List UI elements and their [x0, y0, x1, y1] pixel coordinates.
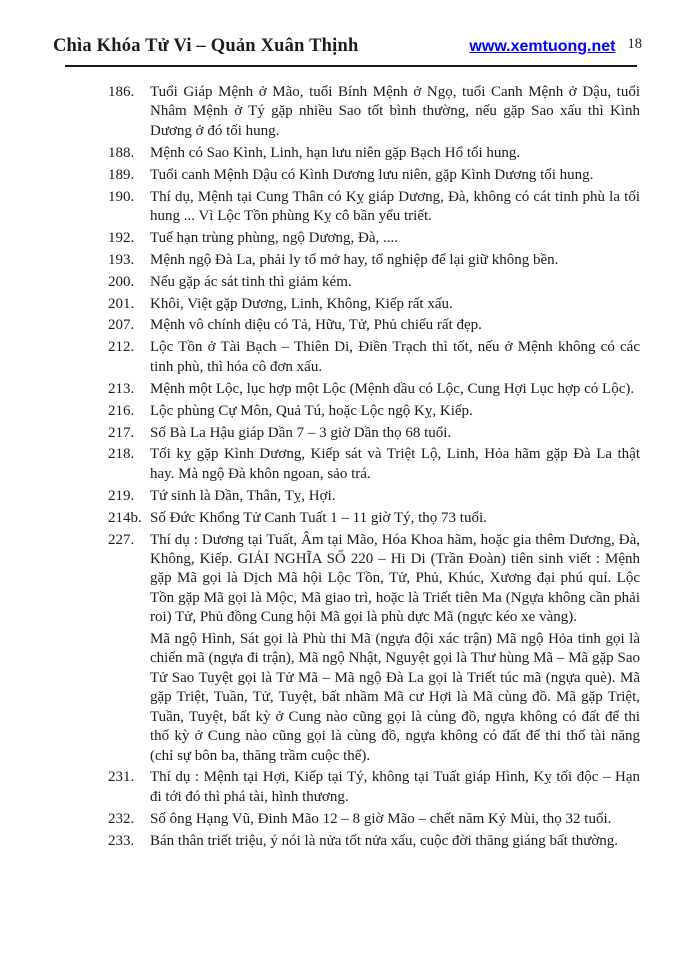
item-paragraph: Tuổi Giáp Mệnh ở Mão, tuổi Bính Mệnh ở Ngọ, tuổi Canh Mệnh ở Dậu, tuổi Nhâm Mệnh ở Tý gặp nhiều Sao tốt bình thường, nếu gặp Sao xấu thì Kình Dương ở đó tối hung. [150, 84, 640, 139]
page-number: 18 [627, 36, 642, 52]
item-paragraph: Tuổi canh Mệnh Dậu có Kình Dương lưu niên, gặp Kình Dương tối hung. [150, 166, 594, 183]
item-number: 213. [108, 380, 135, 397]
list-item [108, 424, 640, 443]
item-number: 186. [108, 84, 135, 100]
item-paragraph: Số Bà La Hậu giáp Dần 7 – 3 giờ Dần thọ 68 tuổi. [150, 424, 452, 441]
item-number: 193. [108, 251, 135, 268]
list-item [108, 380, 640, 399]
item-paragraph: Bán thân triết triệu, ý nói là nửa tốt nửa xấu, cuộc đời thăng giáng bất thường. [150, 832, 619, 849]
item-text [150, 445, 640, 484]
item-number: 217. [108, 424, 135, 441]
item-text [150, 83, 640, 141]
item-text [150, 810, 640, 829]
list-item [108, 338, 640, 377]
item-paragraph: Mệnh vô chính diệu có Tả, Hữu, Tử, Phủ chiếu rất đẹp. [150, 317, 482, 334]
item-paragraph: Số ông Hạng Vũ, Đinh Mão 12 – 8 giờ Mão – chết năm Kỷ Mùi, thọ 32 tuổi. [150, 810, 612, 827]
item-number: 214b. [108, 509, 142, 526]
item-number: 216. [108, 402, 135, 419]
item-paragraph: Thí dụ : Mệnh tại Hợi, Kiếp tại Tý, không tại Tuất giáp Hình, Kỵ tối độc – Hạn đi tới đó thì phá tài, hình thương. [150, 769, 640, 805]
list-item [108, 832, 640, 851]
item-number: 188. [108, 144, 135, 161]
item-paragraph: Tối kỵ gặp Kình Dương, Kiếp sát và Triệt Lộ, Linh, Hỏa hãm gặp Đà La thật hay. Mà ngộ Đà khôn ngoan, sảo trá. [150, 446, 640, 482]
list-item [108, 445, 640, 484]
item-number: 233. [108, 832, 135, 849]
item-number: 212. [108, 339, 135, 356]
list-item [108, 402, 640, 421]
item-text [150, 380, 640, 399]
list-item [108, 509, 640, 528]
item-number: 207. [108, 317, 135, 334]
item-paragraph: Nếu gặp ác sát tinh thì giảm kém. [150, 273, 352, 290]
item-number: 200. [108, 273, 135, 290]
item-number: 231. [108, 769, 135, 786]
item-text [150, 229, 640, 248]
item-text [150, 166, 640, 185]
list-item [108, 810, 640, 829]
list-item [108, 144, 640, 163]
list-item [108, 531, 640, 766]
item-paragraph: Khôi, Việt gặp Dương, Linh, Không, Kiếp rất xấu. [150, 295, 453, 312]
list-item [108, 487, 640, 506]
list-item [108, 295, 640, 314]
list-item [108, 273, 640, 292]
website-link[interactable]: www.xemtuong.net [469, 38, 616, 55]
list-item [108, 229, 640, 248]
document-title: Chìa Khóa Tử Vi – Quản Xuân Thịnh [53, 36, 359, 56]
item-number: 189. [108, 166, 135, 183]
item-paragraph: Mệnh một Lộc, lục hợp một Lộc (Mệnh dầu có Lộc, Cung Hợi Lục hợp có Lộc). [150, 380, 635, 397]
item-text [150, 531, 640, 766]
numbered-list [108, 83, 640, 851]
item-paragraph: Tứ sinh là Dần, Thân, Tỵ, Hợi. [150, 487, 336, 504]
list-item [108, 316, 640, 335]
list-item [108, 251, 640, 270]
item-text [150, 832, 640, 851]
list-item [108, 768, 640, 807]
item-paragraph: Mã ngộ Hình, Sát gọi là Phù thi Mã (ngựa đội xác trận) Mã ngộ Hỏa tinh gọi là chiến mã (ngựa đi trận), Mã ngộ Nhật, Nguyệt gọi là Thư hùng Mã – Mã gặp Sao Tử Sao Tuyệt gọi là Tử Mã – Mã ngộ Đà La gọi là Triết túc mã (ngựa què). Mã gặp Triệt, Tuần, Tử, Tuyệt, bất nhầm Mã cư Hợi là Mã cùng đồ. Mã gặp Triệt, Tuần, Tuyệt, bất kỳ ở Cung nào cũng gọi là cùng đồ, ngựa không có đất để thi thố kỳ ở Cung nào cũng gọi là cùng đồ, ngựa không có đất để thi thố tài năng (chỉ sự bôn ba, thăng trầm cuộc thế). [150, 631, 640, 764]
item-text [150, 509, 640, 528]
item-text [150, 487, 640, 506]
item-paragraph: Lộc Tồn ở Tài Bạch – Thiên Di, Điền Trạch thì tốt, nếu ở Mệnh không có các tinh phù, thì hóa cô đơn xấu. [150, 339, 640, 375]
item-text [150, 144, 640, 163]
item-paragraph: Mệnh ngộ Đà La, phải ly tổ mở hay, tổ nghiệp để lại giữ không bền. [150, 251, 559, 268]
item-paragraph: Lộc phùng Cự Môn, Quả Tú, hoặc Lộc ngộ Kỵ, Kiếp. [150, 402, 473, 419]
header-rule [65, 65, 637, 67]
item-text [150, 424, 640, 443]
item-text [150, 316, 640, 335]
list-item [108, 166, 640, 185]
item-paragraph: Mệnh có Sao Kình, Linh, hạn lưu niên gặp Bạch Hổ tối hung. [150, 144, 521, 161]
item-paragraph: Thí dụ : Dương tại Tuất, Âm tại Mão, Hóa Khoa hãm, hoặc gia thêm Dương, Đà, Không, Kiếp. GIẢI NGHĨA SỐ 220 – Hi Di (Trần Đoàn) tiên sinh viết : Mệnh gặp Mã gọi là Dịch Mã hội Lộc Tồn, Tử, Phủ, Khúc, Xương đại phú quí. Lộc Tồn gặp Mã gọi là Mộc, Mã giao trì, hoặc là Triết tiên Ma (Ngựa không cần phải roi) Tử, Phủ đồng Cung hội Mã gọi là phù dực Mã (ngực kéo xe vàng). [150, 531, 640, 626]
item-paragraph: Thí dụ, Mệnh tại Cung Thân có Kỵ giáp Dương, Đà, không có cát tinh phù la tối hung ... Vì Lộc Tồn phùng Kỵ cô bần yểu triết. [150, 188, 640, 224]
item-number: 218. [108, 446, 135, 463]
page-header [53, 36, 642, 57]
item-text [150, 402, 640, 421]
item-number: 227. [108, 531, 135, 548]
item-number: 219. [108, 487, 135, 504]
item-text [150, 768, 640, 807]
item-paragraph: Số Đức Khổng Tử Canh Tuất 1 – 11 giờ Tý, thọ 73 tuổi. [150, 509, 487, 526]
item-number: 201. [108, 295, 135, 312]
item-text [150, 295, 640, 314]
list-item [108, 83, 640, 141]
item-number: 190. [108, 188, 135, 205]
item-text [150, 273, 640, 292]
item-number: 192. [108, 229, 135, 246]
list-item [108, 188, 640, 227]
item-text [150, 188, 640, 227]
item-text [150, 251, 640, 270]
item-text [150, 338, 640, 377]
item-number: 232. [108, 810, 135, 827]
item-paragraph: Tuế hạn trùng phùng, ngộ Dương, Đà, .... [150, 229, 398, 246]
